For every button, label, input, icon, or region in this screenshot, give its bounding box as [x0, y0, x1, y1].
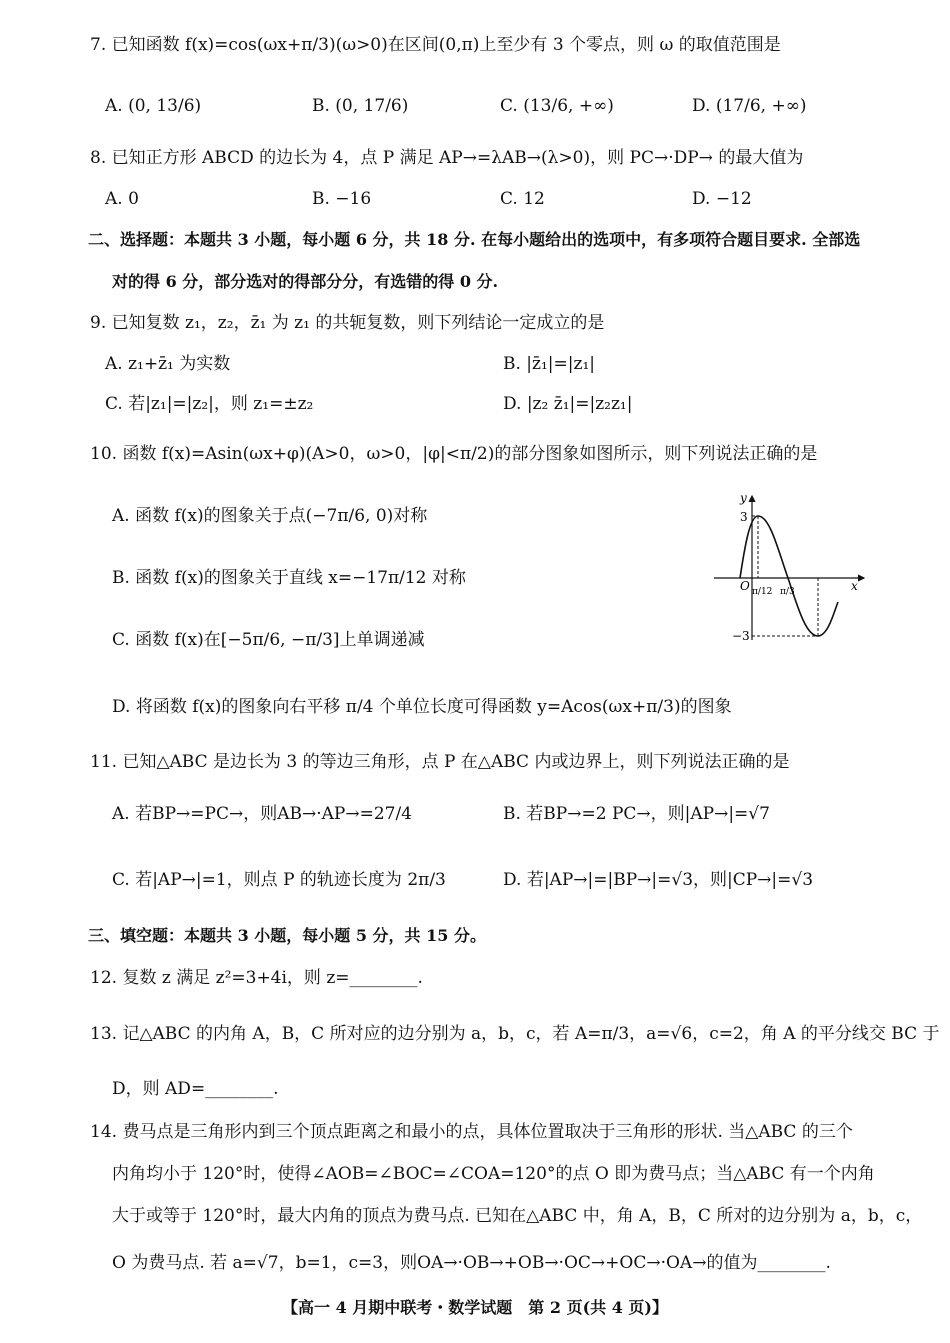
section2-heading-line2: 对的得 6 分，部分选对的得部分分，有选错的得 0 分.	[112, 272, 499, 291]
q9-option-c: C. 若|z₁|=|z₂|，则 z₁=±z₂	[105, 394, 314, 414]
q8-option-c: C. 12	[500, 189, 545, 209]
q14-line3: 大于或等于 120°时，最大内角的顶点为费马点. 已知在△ABC 中，角 A，B，C 所对的边分别为 a，b，c，	[112, 1206, 923, 1226]
q7-option-a: A. (0, 13/6)	[105, 96, 202, 116]
q7-option-d: D. (17/6, +∞)	[692, 96, 807, 116]
q9-stem: 9. 已知复数 z₁，z₂，z̄₁ 为 z₁ 的共轭复数，则下列结论一定成立的是	[90, 313, 605, 333]
origin-label: O	[740, 579, 750, 593]
q10-option-b: B. 函数 f(x)的图象关于直线 x=−17π/12 对称	[112, 568, 466, 588]
y-min-label: −3	[732, 629, 750, 643]
q13-line1: 13. 记△ABC 的内角 A，B，C 所对应的边分别为 a，b，c，若 A=π/3，a=√6，c=2，角 A 的平分线交 BC 于	[90, 1024, 940, 1044]
section2-heading-line1: 二、选择题：本题共 3 小题，每小题 6 分，共 18 分. 在每小题给出的选项中，有多项符合题目要求. 全部选	[88, 230, 861, 249]
page-footer: 【高一 4 月期中联考・数学试题 第 2 页(共 4 页)】	[282, 1298, 668, 1317]
y-max-label: 3	[740, 510, 748, 524]
section3-heading: 三、填空题：本题共 3 小题，每小题 5 分，共 15 分。	[88, 926, 486, 945]
q9-option-b: B. |z̄₁|=|z₁|	[503, 354, 595, 374]
q14-line1: 14. 费马点是三角形内到三个顶点距离之和最小的点，具体位置取决于三角形的形状. 当△ABC 的三个	[90, 1122, 853, 1142]
q9-option-d: D. |z₂ z̄₁|=|z₂z₁|	[503, 394, 633, 414]
q13-line2: D，则 AD=________.	[112, 1079, 279, 1099]
q10-option-a: A. 函数 f(x)的图象关于点(−7π/6, 0)对称	[112, 506, 428, 526]
q12-stem: 12. 复数 z 满足 z²=3+4i，则 z=________.	[90, 968, 423, 988]
q8-option-a: A. 0	[105, 189, 139, 209]
q8-option-b: B. −16	[312, 189, 372, 209]
q10-sine-graph	[712, 490, 872, 650]
q10-option-c: C. 函数 f(x)在[−5π/6, −π/3]上单调递减	[112, 630, 425, 650]
q9-option-a: A. z₁+z̄₁ 为实数	[105, 354, 231, 374]
q10-option-d: D. 将函数 f(x)的图象向右平移 π/4 个单位长度可得函数 y=Acos(ωx+π/3)的图象	[112, 697, 732, 717]
x-tick2-label: π/3	[780, 587, 795, 597]
x-tick1-label: π/12	[752, 587, 773, 597]
q11-option-a: A. 若BP→=PC→，则AB→·AP→=27/4	[112, 804, 412, 824]
q14-line4: O 为费马点. 若 a=√7，b=1，c=3，则OA→·OB→+OB→·OC→+OC→·OA→的值为________.	[112, 1253, 831, 1273]
q7-option-c: C. (13/6, +∞)	[500, 96, 614, 116]
q11-stem: 11. 已知△ABC 是边长为 3 的等边三角形，点 P 在△ABC 内或边界上，则下列说法正确的是	[90, 752, 790, 772]
q11-option-d: D. 若|AP→|=|BP→|=√3，则|CP→|=√3	[503, 870, 814, 890]
q7-option-b: B. (0, 17/6)	[312, 96, 409, 116]
x-axis-label: x	[851, 579, 858, 593]
q7-stem: 7. 已知函数 f(x)=cos(ωx+π/3)(ω>0)在区间(0,π)上至少有 3 个零点，则 ω 的取值范围是	[90, 35, 781, 55]
q11-option-c: C. 若|AP→|=1，则点 P 的轨迹长度为 2π/3	[112, 870, 446, 890]
q8-option-d: D. −12	[692, 189, 752, 209]
q14-line2: 内角均小于 120°时，使得∠AOB=∠BOC=∠COA=120°的点 O 即为费马点；当△ABC 有一个内角	[112, 1164, 875, 1184]
q8-stem: 8. 已知正方形 ABCD 的边长为 4，点 P 满足 AP→=λAB→(λ>0)，则 PC→·DP→ 的最大值为	[90, 148, 804, 168]
q11-option-b: B. 若BP→=2 PC→，则|AP→|=√7	[503, 804, 770, 824]
sine-curve	[740, 516, 838, 636]
q10-stem: 10. 函数 f(x)=Asin(ωx+φ)(A>0，ω>0，|φ|<π/2)的部分图象如图所示，则下列说法正确的是	[90, 444, 818, 464]
y-axis-label: y	[740, 491, 747, 505]
